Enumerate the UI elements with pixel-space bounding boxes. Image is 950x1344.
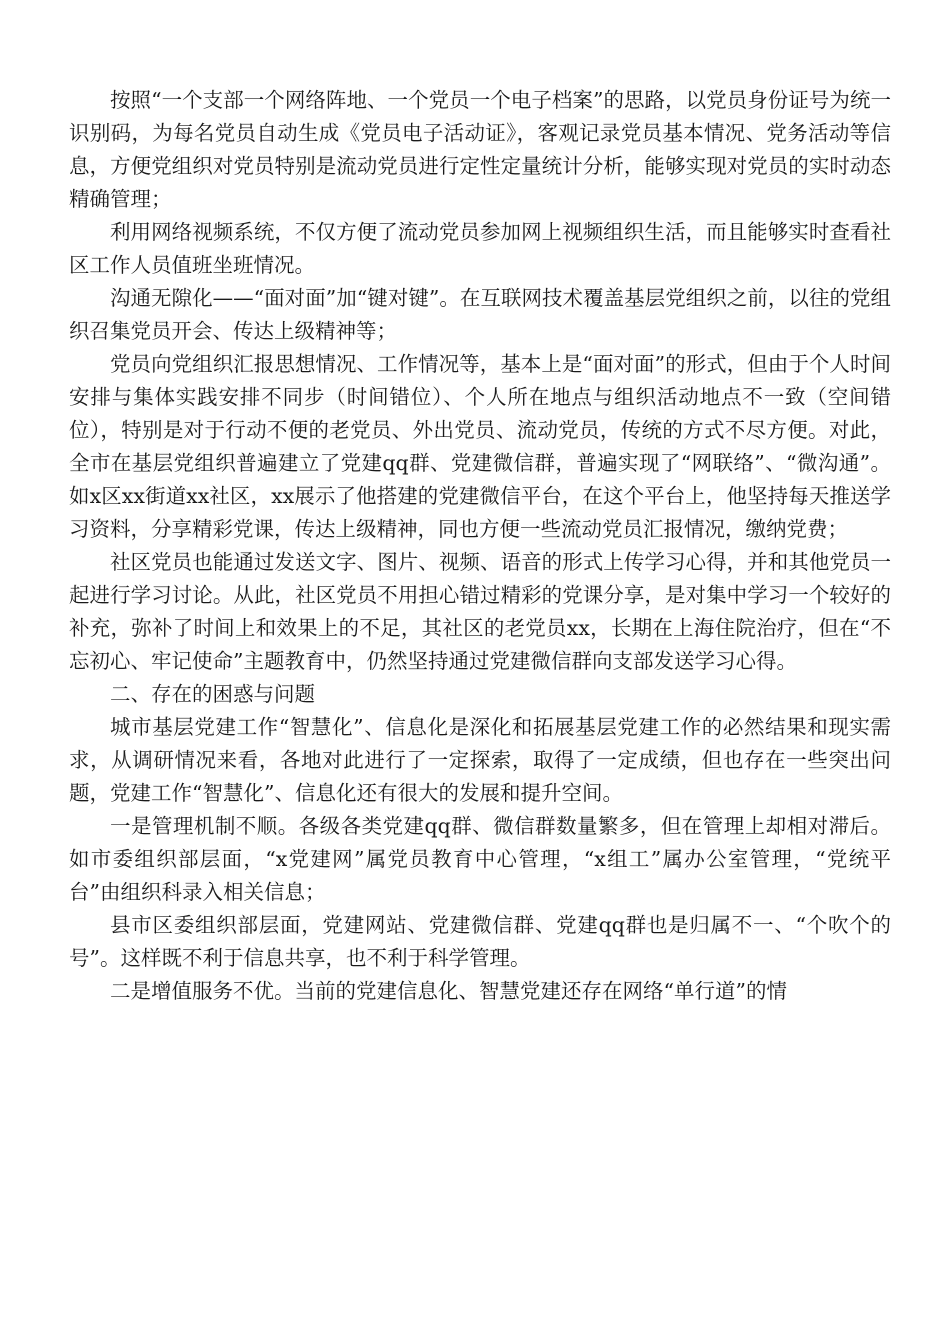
paragraph-3: 沟通无隙化——“面对面”加“键对键”。在互联网技术覆盖基层党组织之前，以往的党组织召集党员开会、传达上级精神等； [69,286,891,343]
paragraph-1: 按照“一个支部一个网络阵地、一个党员一个电子档案”的思路，以党员身份证号为统一识别码，为每名党员自动生成《党员电子活动证》，客观记录党员基本情况、党务活动等信息，方便党组织对党员特别是流动党员进行定性定量统计分析，能够实现对党员的实时动态精确管理； [69,88,891,211]
paragraph-2: 利用网络视频系统，不仅方便了流动党员参加网上视频组织生活，而且能够实时查看社区工作人员值班坐班情况。 [69,220,891,277]
paragraph-8: 一是管理机制不顺。各级各类党建qq群、微信群数量繁多，但在管理上却相对滞后。如市委组织部层面，“x党建网”属党员教育中心管理，“x组工”属办公室管理，“党统平台”由组织科录入相关信息； [69,814,891,904]
paragraph-10: 二是增值服务不优。当前的党建信息化、智慧党建还存在网络“单行道”的情 [110,979,787,1003]
paragraph-7: 城市基层党建工作“智慧化”、信息化是深化和拓展基层党建工作的必然结果和现实需求，从调研情况来看，各地对此进行了一定探索，取得了一定成绩，但也存在一些突出问题，党建工作“智慧化”、信息化还有很大的发展和提升空间。 [69,715,891,805]
paragraph-5: 社区党员也能通过发送文字、图片、视频、语音的形式上传学习心得，并和其他党员一起进行学习讨论。从此，社区党员不用担心错过精彩的党课分享，是对集中学习一个较好的补充，弥补了时间上和效果上的不足，其社区的老党员xx，长期在上海住院治疗，但在“不忘初心、牢记使命”主题教育中，仍然坚持通过党建微信群向支部发送学习心得。 [69,550,891,673]
document-body [69,84,891,1008]
paragraph-4: 党员向党组织汇报思想情况、工作情况等，基本上是“面对面”的形式，但由于个人时间安排与集体实践安排不同步（时间错位）、个人所在地点与组织活动地点不一致（空间错位），特别是对于行动不便的老党员、外出党员、流动党员，传统的方式不尽方便。对此，全市在基层党组织普遍建立了党建qq群、党建微信群，普遍实现了“网联络”、“微沟通”。如x区xx街道xx社区，xx展示了他搭建的党建微信平台，在这个平台上，他坚持每天推送学习资料，分享精彩党课，传达上级精神，同也方便一些流动党员汇报情况，缴纳党费； [69,352,891,541]
paragraph-9: 县市区委组织部层面，党建网站、党建微信群、党建qq群也是归属不一、“个吹个的号”。这样既不利于信息共享，也不利于科学管理。 [69,913,891,970]
section-heading: 二、存在的困惑与问题 [110,682,315,706]
